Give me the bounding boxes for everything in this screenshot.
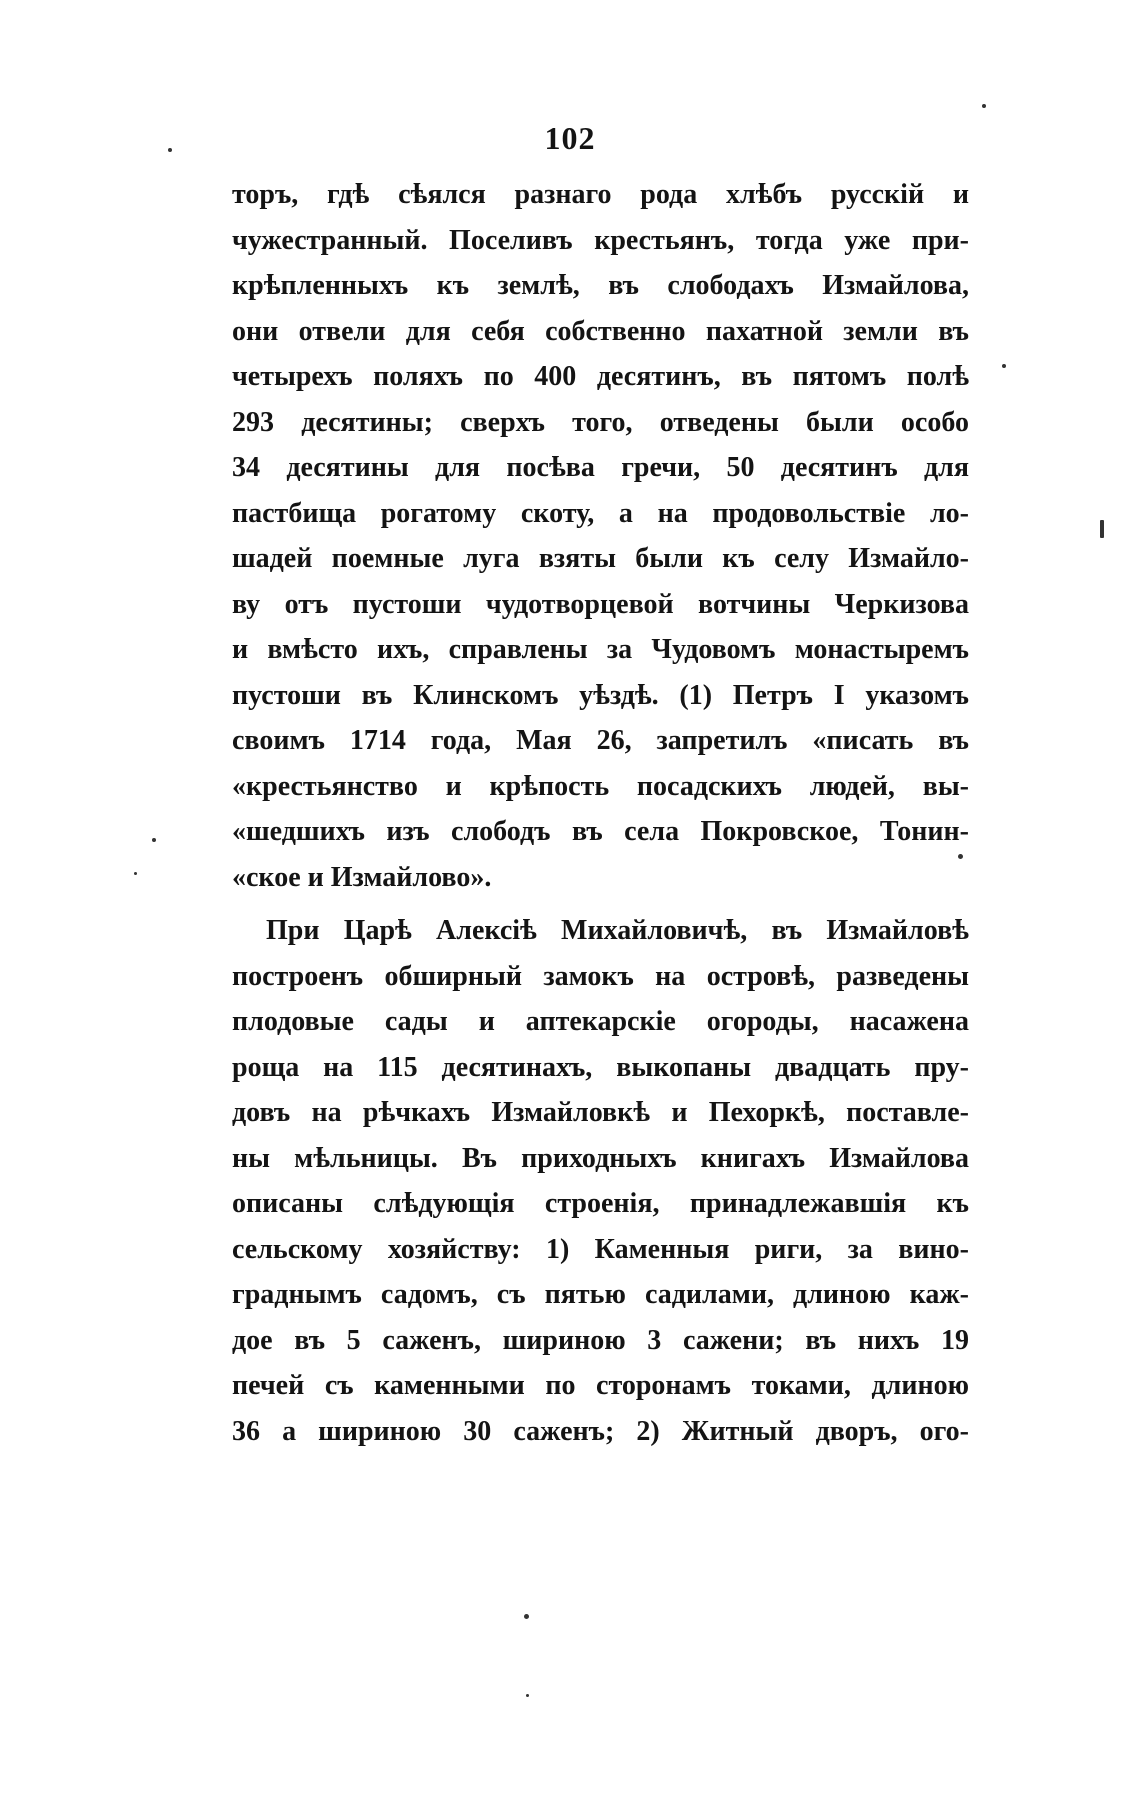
- scan-speck: [168, 148, 172, 152]
- text-line: четырехъ поляхъ по 400 десятинъ, въ пятомъ полѣ: [232, 361, 969, 392]
- text-line: печей съ каменными по сторонамъ токами, длиною: [232, 1370, 969, 1401]
- text-line: 293 десятины; сверхъ того, отведены были особо: [232, 406, 969, 438]
- scan-speck: [524, 1614, 529, 1619]
- scan-speck: [152, 838, 156, 842]
- text-line: 36 а шириною 30 саженъ; 2) Житный дворъ, ого-: [232, 1415, 969, 1447]
- text-line: плодовые сады и аптекарскіе огороды, насажена: [232, 1006, 969, 1037]
- text-line: и вмѣсто ихъ, справлены за Чудовомъ монастыремъ: [232, 634, 969, 665]
- text-line: ву отъ пустоши чудотворцевой вотчины Черкизова: [232, 588, 969, 620]
- paragraph-spacer: [232, 900, 969, 908]
- paragraph-2: [232, 908, 969, 1454]
- scan-speck: [982, 104, 986, 108]
- text-line: они отвели для себя собственно пахатной земли въ: [232, 315, 969, 347]
- text-line: чужестранный. Поселивъ крестьянъ, тогда уже при-: [232, 224, 969, 256]
- text-line: сельскому хозяйству: 1) Каменныя риги, за вино-: [232, 1233, 969, 1265]
- text-line: построенъ обширный замокъ на островѣ, разведены: [232, 960, 969, 992]
- text-line: пустоши въ Клинскомъ уѣздѣ. (1) Петръ I указомъ: [232, 679, 969, 711]
- text-line: крѣпленныхъ къ землѣ, въ слободахъ Измайлова,: [232, 270, 969, 301]
- body-text: [232, 172, 969, 1454]
- text-line: своимъ 1714 года, Мая 26, запретилъ «писать въ: [232, 725, 969, 756]
- text-line: довъ на рѣчкахъ Измайловкѣ и Пехоркѣ, поставле-: [232, 1097, 969, 1128]
- scan-speck: [1002, 364, 1006, 368]
- text-line: описаны слѣдующія строенія, принадлежавшія къ: [232, 1188, 969, 1219]
- text-line: ны мѣльницы. Въ приходныхъ книгахъ Измайлова: [232, 1142, 969, 1174]
- text-line: граднымъ садомъ, съ пятью садилами, длиною каж-: [232, 1279, 969, 1310]
- page-number: 102: [544, 120, 596, 156]
- paragraph-1: [232, 172, 969, 900]
- text-line: роща на 115 десятинахъ, выкопаны двадцать пру-: [232, 1051, 969, 1083]
- scan-speck: [526, 1694, 529, 1697]
- scan-speck: [134, 872, 137, 875]
- text-line: «шедшихъ изъ слободъ въ села Покровское, Тонин-: [232, 816, 969, 847]
- text-line: шадей поемные луга взяты были къ селу Измайло-: [232, 543, 969, 574]
- text-line: дое въ 5 саженъ, шириною 3 сажени; въ нихъ 19: [232, 1324, 969, 1356]
- scan-speck: [1100, 520, 1104, 538]
- text-line: «крестьянство и крѣпость посадскихъ людей, вы-: [232, 770, 969, 802]
- text-line: При Царѣ Алексіѣ Михайловичѣ, въ Измайловѣ: [266, 915, 969, 946]
- text-line: торъ, гдѣ сѣялся разнаго рода хлѣбъ русскій и: [232, 179, 969, 210]
- text-line: 34 десятины для посѣва гречи, 50 десятинъ для: [232, 452, 969, 483]
- text-line: пастбища рогатому скоту, а на продовольствіе ло-: [232, 497, 969, 529]
- scan-speck: [958, 854, 963, 859]
- text-line: «ское и Измайлово».: [232, 861, 492, 893]
